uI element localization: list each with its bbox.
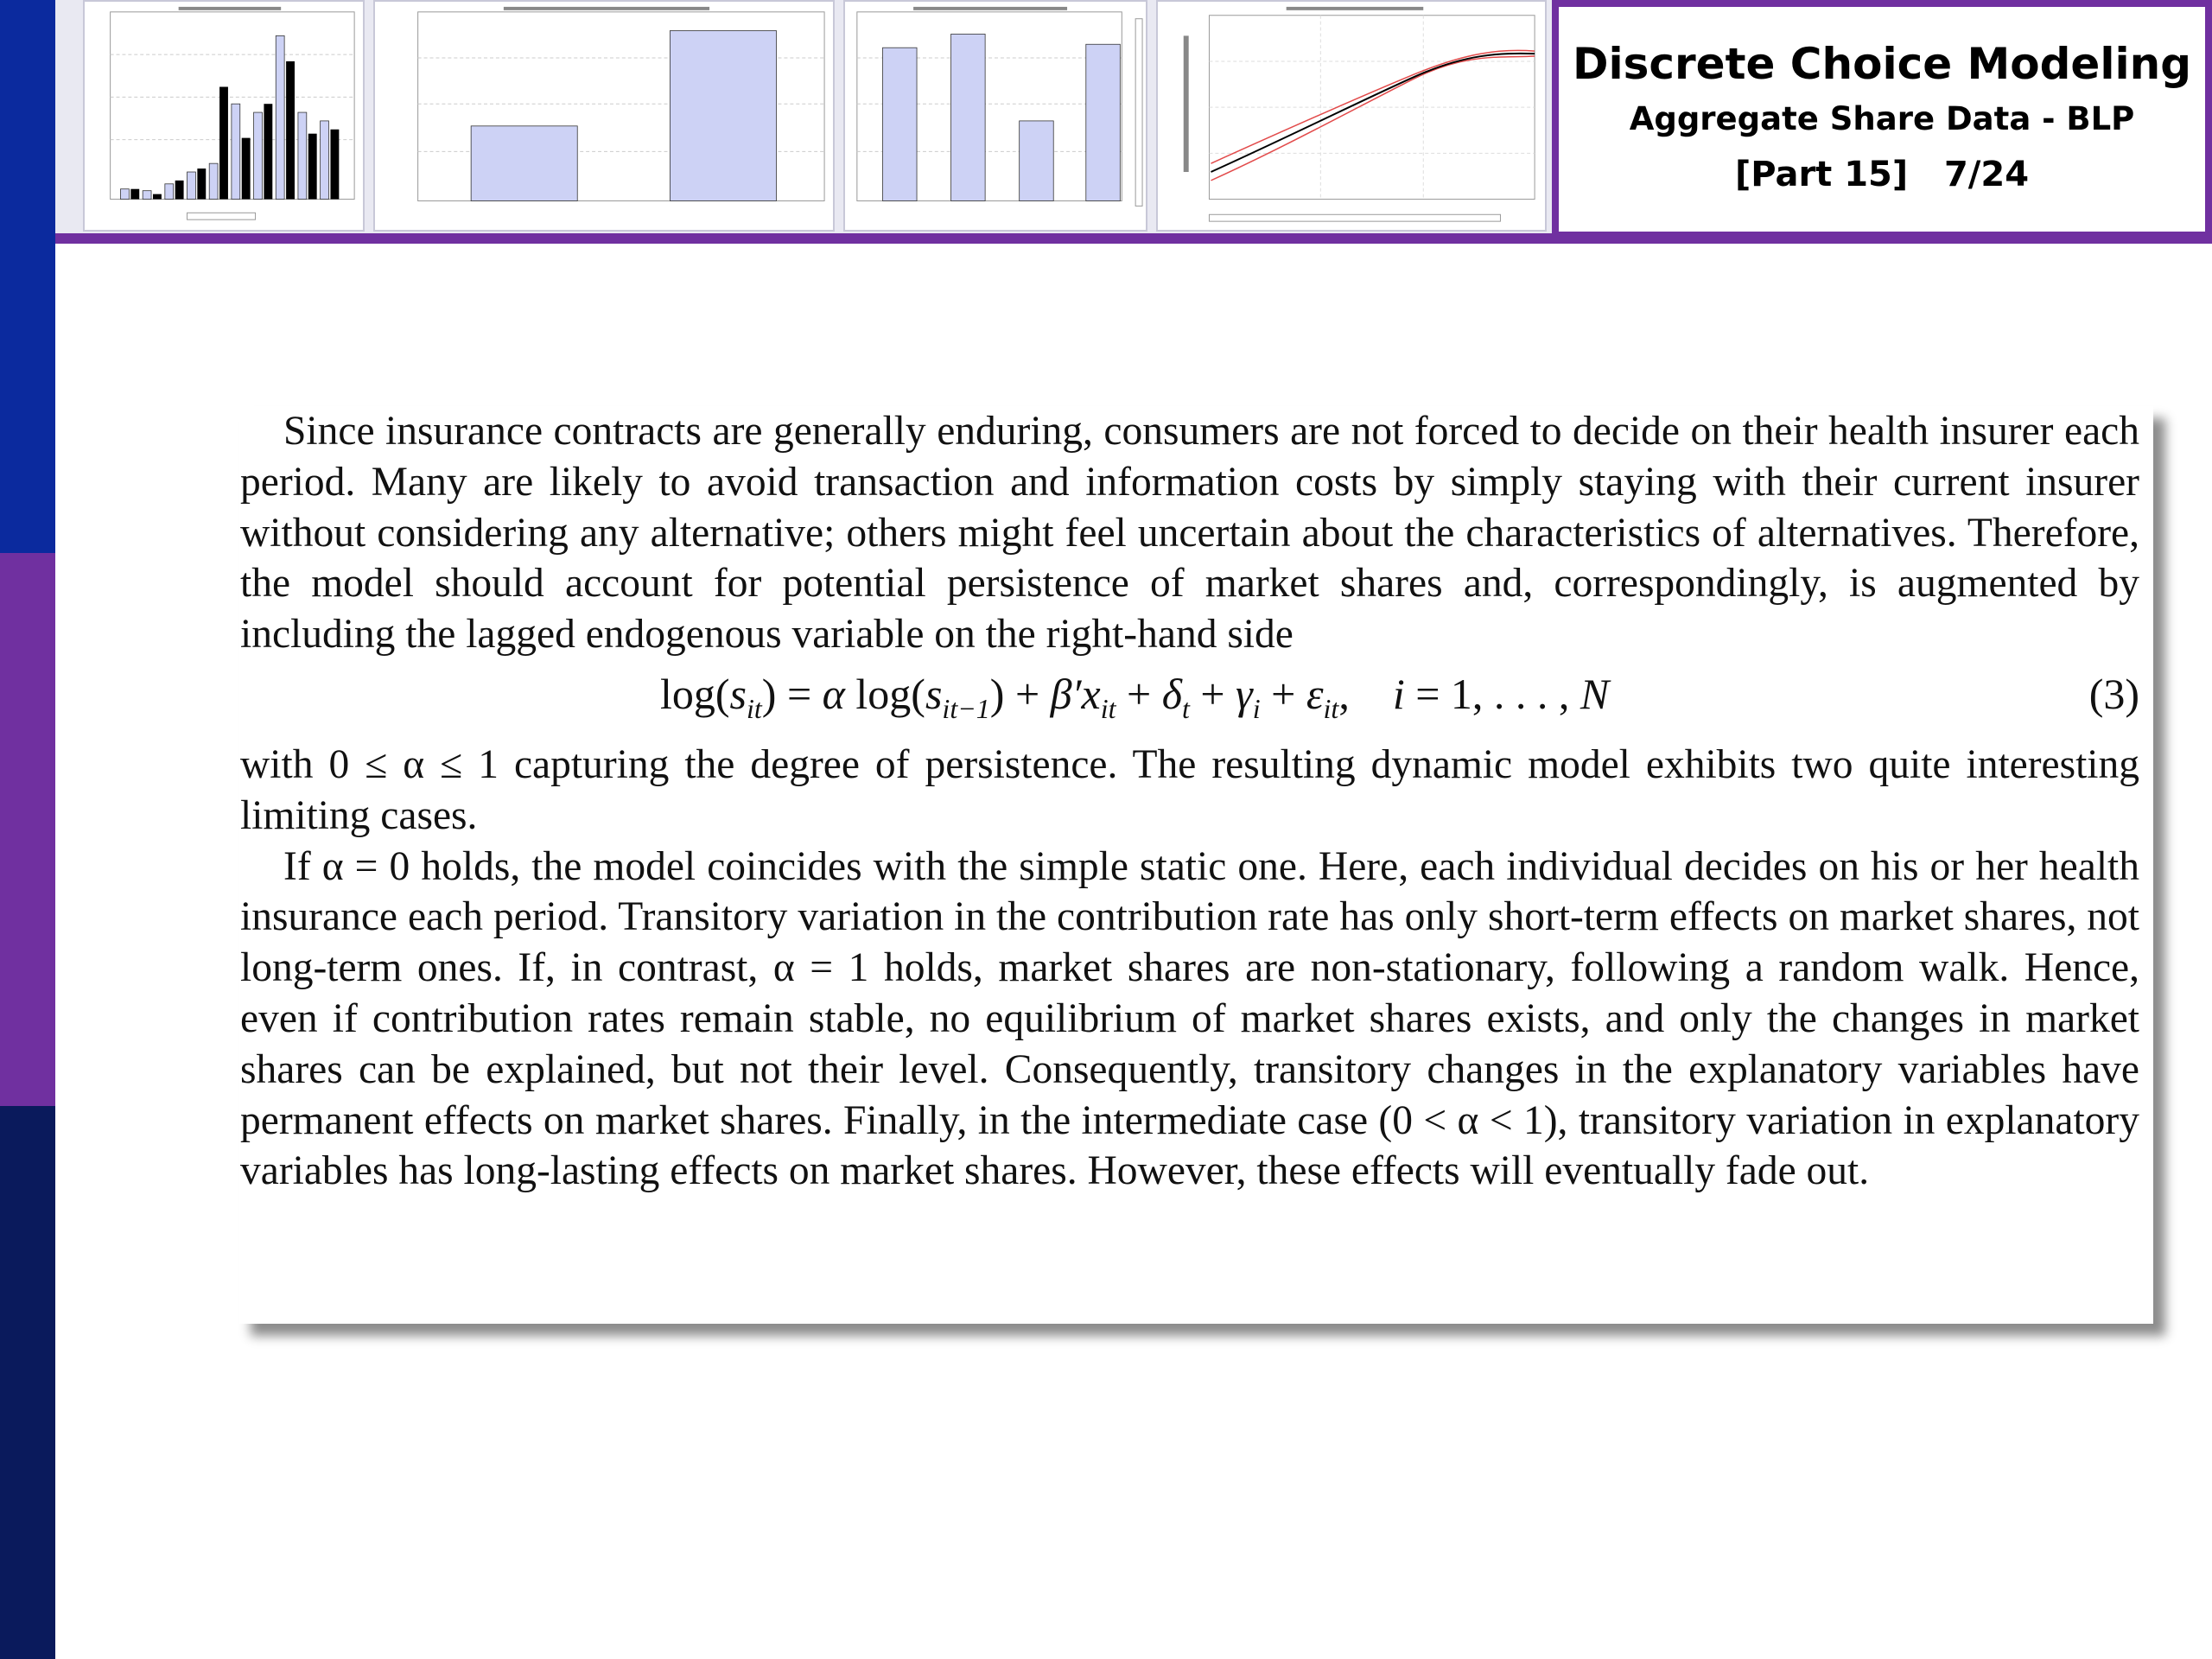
four-bar-thumbnail xyxy=(843,0,1147,232)
two-bar-thumbnail xyxy=(373,0,835,232)
left-accent-bar xyxy=(0,0,55,1659)
paragraph-1: Since insurance contracts are generally enduring, consumers are not forced to decide on their health insurer each period. Many are likely to avoid transaction and information costs by simply staying with their current insurer without considering any alternative; others might feel uncertain about the characteristics of alternatives. Therefore, the model should account for potential persistence of market shares and, correspondingly, is augmented by including the lagged endogenous variable on the right-hand side xyxy=(240,409,2139,658)
left-bar-navy-segment xyxy=(0,1106,55,1659)
slide-title: Discrete Choice Modeling xyxy=(1572,39,2192,89)
part-number: [Part 15] xyxy=(1734,155,1909,194)
slide-title-box xyxy=(1552,0,2212,238)
page-number: 7/24 xyxy=(1943,155,2030,194)
equation-row xyxy=(238,660,2153,740)
equation-number: (3) xyxy=(2088,669,2139,718)
paragraph-3: If α = 0 holds, the model coincides with the simple static one. Here, each individual decides on his or her health insurance each period. Transitory variation in the contribution rate has only short-term effects on market shares, not long-term ones. If, in contrast, α = 1 holds, market shares are non-stationary, following a random walk. Hence, even if contribution rates remain stable, no equilibrium of market shares exists, and only the changes in market shares can be explained, but not their level. Consequently, transitory changes in the explanatory variables have permanent effects on market shares. Finally, in the intermediate case (0 < α < 1), transitory variation in explanatory variables has long-lasting effects on market shares. However, these effects will eventually fade out. xyxy=(240,843,2139,1194)
slide-part-label xyxy=(1735,146,2029,203)
partial-effects-thumbnail xyxy=(1156,0,1547,232)
equation: $\log(s_{it}) = \alpha$ $\log(s_{it-1}) + \beta'x_{it} + \delta_t + \gamma_i + \varepsilon_{it}$, i = 1, . . . , N xyxy=(660,669,1610,724)
left-bar-purple-segment xyxy=(0,553,55,1106)
slide-subtitle: Aggregate Share Data - BLP xyxy=(1629,100,2135,137)
left-bar-blue-segment xyxy=(0,0,55,553)
document-excerpt xyxy=(238,406,2153,1324)
histogram-thumbnail xyxy=(83,0,365,232)
paragraph-2: with 0 ≤ α ≤ 1 capturing the degree of persistence. The resulting dynamic model exhibits two quite interesting limiting cases. xyxy=(240,741,2139,838)
